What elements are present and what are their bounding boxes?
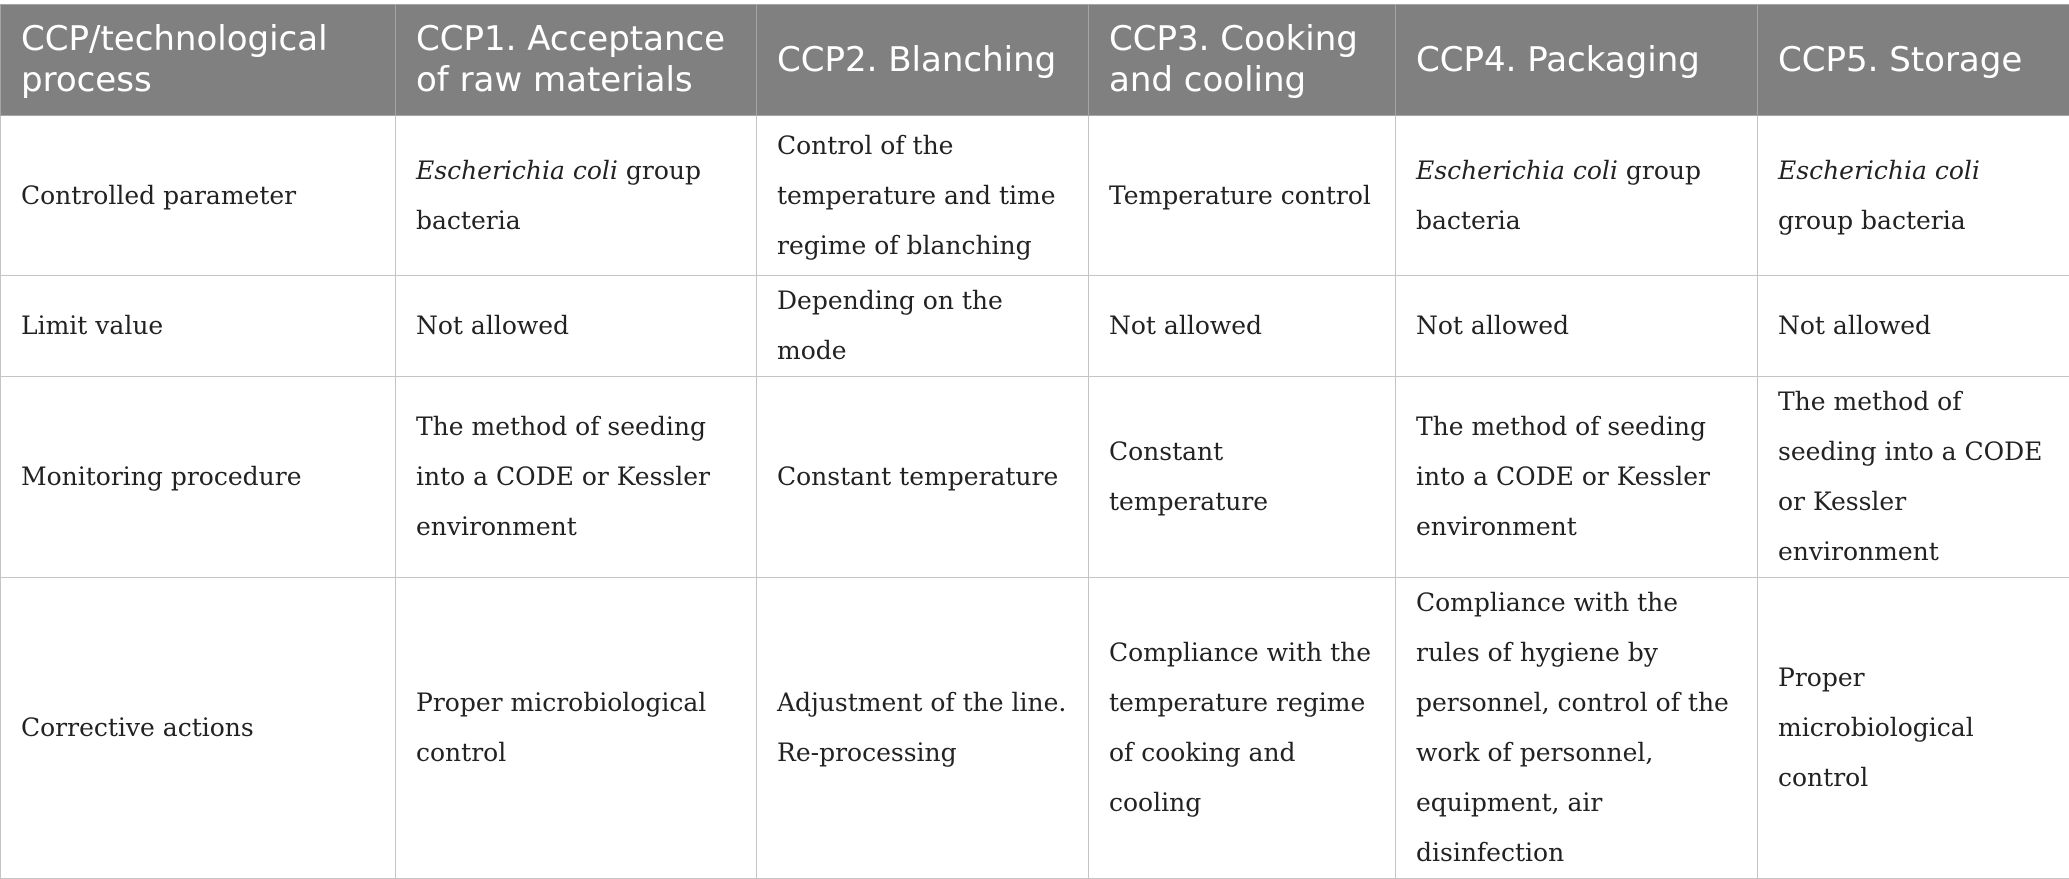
cell-italic: Escherichia coli	[416, 156, 618, 185]
cell-text: group bacteria	[416, 156, 701, 235]
row-label: Monitoring procedure	[1, 377, 396, 578]
table-cell	[1089, 116, 1396, 276]
cell-text: Compliance with the rules of hygiene by personnel, control of the work of personnel, equipment, air disinfection	[1416, 588, 1729, 867]
table-cell	[396, 116, 757, 276]
cell-text: group bacteria	[1778, 206, 1966, 235]
cell-italic: Escherichia coli	[1778, 156, 1980, 185]
row-label: Limit value	[1, 276, 396, 377]
cell-text: Not allowed	[416, 311, 569, 340]
row-label: Controlled parameter	[1, 116, 396, 276]
header-ccp1: CCP1. Acceptance of raw materials	[396, 5, 757, 116]
table-row	[1, 276, 2069, 377]
cell-text: Proper microbiological control	[1778, 663, 1974, 792]
header-ccp2: CCP2. Blanching	[757, 5, 1089, 116]
table-cell	[1396, 377, 1758, 578]
cell-text: Not allowed	[1778, 311, 1931, 340]
table-cell	[757, 116, 1089, 276]
table-cell	[396, 276, 757, 377]
cell-text: Control of the temperature and time regime of blanching	[777, 131, 1056, 260]
cell-text: group bacteria	[1416, 156, 1701, 235]
haccp-table	[0, 4, 2069, 879]
header-ccp4: CCP4. Packaging	[1396, 5, 1758, 116]
table-cell	[757, 276, 1089, 377]
table-row	[1, 377, 2069, 578]
cell-text: The method of seeding into a CODE or Kessler environment	[1416, 412, 1710, 541]
cell-text: Not allowed	[1109, 311, 1262, 340]
header-ccp5: CCP5. Storage	[1758, 5, 2069, 116]
cell-text: Proper microbiological control	[416, 688, 706, 767]
table-cell	[396, 578, 757, 879]
table-cell	[1089, 377, 1396, 578]
table-cell	[1396, 116, 1758, 276]
header-process: CCP/technological process	[1, 5, 396, 116]
table-header	[1, 5, 2069, 116]
table-row	[1, 578, 2069, 879]
row-label: Corrective actions	[1, 578, 396, 879]
cell-text: Adjustment of the line. Re-processing	[777, 688, 1066, 767]
cell-text: The method of seeding into a CODE or Kessler environment	[416, 412, 710, 541]
table-cell	[1758, 578, 2069, 879]
header-row	[1, 5, 2069, 116]
cell-text: The method of seeding into a CODE or Kessler environment	[1778, 387, 2042, 566]
cell-italic: Escherichia coli	[1416, 156, 1618, 185]
header-ccp3: CCP3. Cooking and cooling	[1089, 5, 1396, 116]
cell-text: Depending on the mode	[777, 286, 1003, 365]
table-cell	[1758, 276, 2069, 377]
cell-text: Constant temperature	[1109, 437, 1268, 516]
table-cell	[1089, 276, 1396, 377]
table-cell	[1758, 377, 2069, 578]
cell-text: Constant temperature	[777, 462, 1058, 491]
cell-text: Compliance with the temperature regime of cooking and cooling	[1109, 638, 1371, 817]
table-cell	[1396, 578, 1758, 879]
cell-text: Not allowed	[1416, 311, 1569, 340]
table-body	[1, 116, 2069, 879]
table-cell	[757, 377, 1089, 578]
table-row	[1, 116, 2069, 276]
table-cell	[757, 578, 1089, 879]
table-cell	[1396, 276, 1758, 377]
table-cell	[1089, 578, 1396, 879]
table-cell	[1758, 116, 2069, 276]
cell-text: Temperature control	[1109, 181, 1371, 210]
table-cell	[396, 377, 757, 578]
